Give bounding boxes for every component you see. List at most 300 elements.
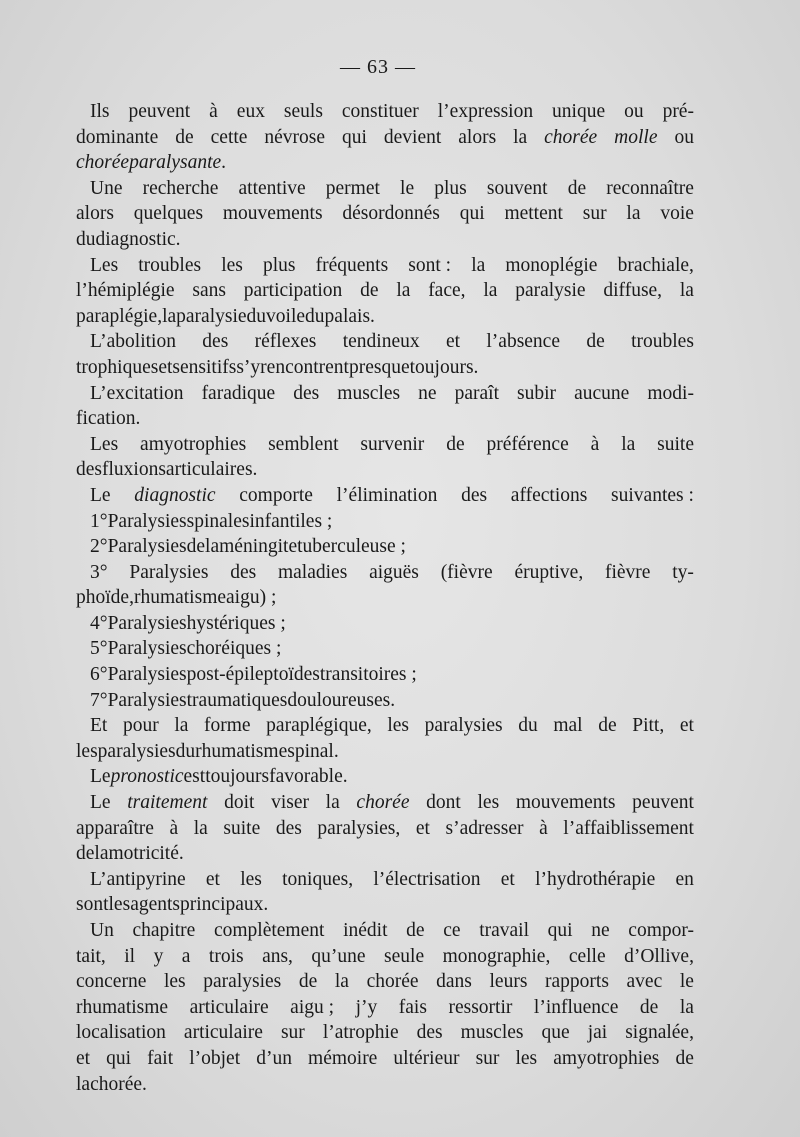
word: Ils bbox=[90, 101, 110, 122]
word: y bbox=[153, 945, 164, 967]
word: reconnaître bbox=[606, 177, 694, 199]
text-line bbox=[76, 406, 694, 432]
text-line bbox=[76, 585, 694, 611]
word: Paralysies bbox=[107, 664, 187, 686]
word: les bbox=[515, 1047, 538, 1069]
word: Paralysies bbox=[107, 612, 187, 634]
word: faradique bbox=[201, 382, 276, 404]
text-line bbox=[76, 534, 694, 560]
text-line bbox=[76, 764, 694, 790]
word: la bbox=[626, 203, 641, 225]
word: rencontrent bbox=[260, 356, 349, 378]
word: articulaire bbox=[183, 1022, 263, 1044]
word: compor- bbox=[628, 920, 694, 941]
word: ou bbox=[674, 126, 694, 148]
word: signalée, bbox=[625, 1022, 694, 1044]
word: quelques bbox=[133, 203, 204, 225]
word: brachiale, bbox=[617, 254, 694, 276]
word: sur bbox=[475, 1047, 500, 1069]
word: celle bbox=[568, 945, 606, 967]
word: travail bbox=[479, 920, 529, 941]
word: mémoire bbox=[308, 1047, 378, 1069]
word: des bbox=[461, 484, 488, 506]
word: de bbox=[186, 536, 206, 558]
word: mouvements bbox=[515, 792, 616, 814]
word: aigu ; bbox=[290, 996, 335, 1018]
word: j’y bbox=[355, 996, 378, 1018]
word: L’antipyrine bbox=[90, 868, 186, 890]
text-line bbox=[76, 304, 694, 330]
word: la bbox=[396, 280, 411, 302]
word: inédit bbox=[343, 920, 388, 941]
text-line bbox=[76, 969, 694, 995]
word: l’électrisation bbox=[373, 868, 481, 890]
word: ty- bbox=[672, 561, 694, 583]
text-line bbox=[76, 1046, 694, 1072]
word: doit bbox=[224, 792, 255, 814]
word: 3° bbox=[90, 561, 108, 583]
word: à bbox=[539, 817, 548, 839]
word: la bbox=[174, 715, 189, 737]
word: l’hydrothérapie bbox=[535, 868, 656, 890]
word: plus bbox=[434, 177, 467, 199]
word: chorée bbox=[544, 126, 598, 148]
word: fait bbox=[147, 1047, 174, 1069]
word: suivantes : bbox=[611, 484, 694, 506]
word: paralysies bbox=[97, 740, 176, 762]
word: eux bbox=[236, 101, 265, 122]
word: ou bbox=[624, 101, 644, 122]
word: qu’une bbox=[311, 945, 366, 967]
text-line bbox=[76, 790, 694, 816]
word: modi- bbox=[647, 382, 694, 404]
word: la bbox=[162, 305, 177, 327]
word: l’hémiplégie bbox=[76, 280, 175, 302]
word: des bbox=[293, 382, 320, 404]
word: seule bbox=[384, 945, 425, 967]
text-line bbox=[76, 227, 694, 253]
text-line bbox=[76, 253, 694, 279]
word: paraplégique, bbox=[266, 715, 372, 737]
word: pour bbox=[122, 715, 159, 737]
text-line bbox=[76, 1072, 694, 1098]
word: la bbox=[483, 280, 498, 302]
text-line bbox=[76, 918, 694, 944]
word: du bbox=[246, 305, 267, 327]
word: presque bbox=[348, 356, 410, 378]
word: ressortir bbox=[448, 996, 513, 1018]
word: Le bbox=[90, 792, 111, 814]
word: jai bbox=[587, 1022, 608, 1044]
word: alors bbox=[458, 126, 497, 148]
word: participation bbox=[243, 280, 343, 302]
word: toujours. bbox=[409, 356, 479, 378]
word: la bbox=[193, 817, 208, 839]
word: et bbox=[76, 1047, 91, 1069]
word: diffuse, bbox=[603, 280, 663, 302]
word: l’absence bbox=[486, 331, 560, 353]
word: muscles bbox=[460, 1022, 524, 1044]
word: seuls bbox=[283, 101, 323, 122]
word: ne bbox=[418, 382, 437, 404]
word: des bbox=[202, 331, 229, 353]
text-line bbox=[76, 739, 694, 765]
word: maladies bbox=[277, 561, 348, 583]
word: unique bbox=[552, 101, 606, 122]
word: amyotrophies bbox=[553, 1047, 660, 1069]
word: et bbox=[679, 715, 694, 737]
word: la bbox=[679, 280, 694, 302]
word: et bbox=[445, 331, 461, 353]
word: l’expression bbox=[437, 101, 534, 122]
text-line bbox=[76, 841, 694, 867]
word: de bbox=[567, 177, 587, 199]
word: mouvements bbox=[222, 203, 323, 225]
word: la bbox=[471, 254, 486, 276]
word: constituer bbox=[341, 101, 419, 122]
word: paraplégie, bbox=[76, 305, 163, 327]
word: complètement bbox=[213, 920, 325, 941]
word: l’atrophie bbox=[322, 1022, 399, 1044]
word: réflexes bbox=[254, 331, 317, 353]
word: la bbox=[325, 792, 340, 814]
word: Pitt, bbox=[632, 715, 665, 737]
word: de bbox=[360, 280, 379, 302]
word: L’excitation bbox=[90, 382, 184, 404]
word: sensitifs bbox=[172, 356, 237, 378]
word: préférence bbox=[486, 433, 569, 455]
word: agents bbox=[130, 894, 181, 916]
word: favorable. bbox=[269, 766, 348, 788]
word: voile bbox=[266, 305, 306, 327]
word: subir bbox=[517, 382, 557, 404]
text-line bbox=[76, 483, 694, 509]
text-line bbox=[76, 816, 694, 842]
word: la bbox=[94, 843, 109, 865]
word: fluxions bbox=[102, 459, 166, 481]
word: Paralysies bbox=[107, 689, 187, 711]
word: la bbox=[205, 536, 220, 558]
text-line bbox=[76, 125, 694, 151]
word: du bbox=[175, 740, 196, 762]
word: affections bbox=[510, 484, 588, 506]
word: forme bbox=[204, 715, 251, 737]
word: survenir bbox=[360, 433, 425, 455]
word: de bbox=[675, 1047, 694, 1069]
word: en bbox=[675, 868, 694, 890]
text-line bbox=[76, 278, 694, 304]
word: leurs bbox=[489, 971, 528, 993]
word: des bbox=[230, 561, 257, 583]
word: et bbox=[158, 356, 173, 378]
word: monoplégie bbox=[505, 254, 598, 276]
word: la bbox=[513, 126, 528, 148]
word: infantiles ; bbox=[249, 510, 333, 532]
word: plus bbox=[262, 254, 296, 276]
word: mettent bbox=[504, 203, 563, 225]
word: 7° bbox=[90, 689, 108, 711]
word: rhumatisme bbox=[195, 740, 288, 762]
word: les bbox=[108, 894, 131, 916]
word: chorée bbox=[76, 152, 130, 174]
word: chorée bbox=[366, 971, 419, 993]
word: qui bbox=[459, 203, 485, 225]
word: l’objet bbox=[189, 1047, 241, 1069]
word: aiguës bbox=[369, 561, 419, 583]
word: post-épileptoïdes bbox=[186, 664, 320, 686]
word: paralysie bbox=[515, 280, 586, 302]
word: diagnostic bbox=[134, 484, 216, 506]
word: il bbox=[124, 945, 136, 967]
word: de bbox=[586, 331, 605, 353]
word: 5° bbox=[90, 638, 108, 660]
word: devient bbox=[383, 126, 442, 148]
word: ce bbox=[443, 920, 461, 941]
word: méningite bbox=[219, 536, 298, 558]
word: et bbox=[205, 868, 220, 890]
word: douloureuses. bbox=[287, 689, 396, 711]
word: monographie, bbox=[442, 945, 551, 967]
word: de bbox=[175, 126, 194, 148]
word: l’influence bbox=[533, 996, 619, 1018]
word: spinal. bbox=[287, 740, 339, 762]
word: fication. bbox=[76, 408, 141, 430]
text-line bbox=[76, 381, 694, 407]
word: ans, bbox=[262, 945, 293, 967]
word: a bbox=[181, 945, 191, 967]
word: suite bbox=[223, 817, 261, 839]
word: avec bbox=[626, 971, 663, 993]
word: de bbox=[446, 433, 465, 455]
word: hystériques ; bbox=[186, 612, 286, 634]
word: l’élimination bbox=[336, 484, 438, 506]
word: paralysies bbox=[203, 971, 282, 993]
text-line bbox=[76, 329, 694, 355]
word: sans bbox=[192, 280, 226, 302]
word: dans bbox=[436, 971, 472, 993]
word: d’un bbox=[256, 1047, 292, 1069]
word: de bbox=[298, 971, 318, 993]
word: Le bbox=[90, 766, 111, 788]
word: traitement bbox=[127, 792, 208, 814]
word: paralysante bbox=[129, 152, 222, 174]
word: permet bbox=[325, 177, 380, 199]
word: spinales bbox=[186, 510, 250, 532]
word: la bbox=[76, 1073, 91, 1095]
text-line bbox=[76, 150, 694, 176]
word: dominante bbox=[76, 126, 159, 148]
word: . bbox=[221, 152, 227, 174]
page-number: — 63 — bbox=[340, 56, 416, 78]
word: névrose bbox=[264, 126, 326, 148]
word: Paralysies bbox=[107, 638, 187, 660]
word: motricité. bbox=[108, 843, 184, 865]
word: voie bbox=[660, 203, 694, 225]
word: semblent bbox=[268, 433, 339, 455]
word: sur bbox=[582, 203, 607, 225]
word: comporte bbox=[239, 484, 313, 506]
word: les bbox=[163, 971, 186, 993]
word: la bbox=[334, 971, 349, 993]
word: sont : bbox=[408, 254, 452, 276]
word: trophiques bbox=[76, 356, 159, 378]
text-line bbox=[76, 99, 694, 125]
word: dont bbox=[426, 792, 461, 814]
word: ultérieur bbox=[393, 1047, 460, 1069]
word: l’affaiblissement bbox=[563, 817, 694, 839]
word: mal bbox=[553, 715, 583, 737]
word: tait, bbox=[76, 945, 106, 967]
word: pronostic bbox=[110, 766, 184, 788]
word: paraît bbox=[454, 382, 499, 404]
word: désordonnés bbox=[342, 203, 440, 225]
text-line bbox=[76, 1020, 694, 1046]
word: sont bbox=[76, 894, 109, 916]
word: 1° bbox=[90, 510, 108, 532]
text-line bbox=[76, 995, 694, 1021]
text-line bbox=[76, 560, 694, 586]
text-line bbox=[76, 176, 694, 202]
word: suite bbox=[657, 433, 694, 455]
word: 4° bbox=[90, 612, 108, 634]
word: articulaires. bbox=[165, 459, 258, 481]
word: rapports bbox=[545, 971, 609, 993]
word: de bbox=[406, 920, 425, 941]
word: muscles bbox=[337, 382, 401, 404]
word: fais bbox=[398, 996, 427, 1018]
word: viser bbox=[271, 792, 309, 814]
word: les bbox=[477, 792, 500, 814]
word: la bbox=[679, 996, 694, 1018]
word: molle bbox=[614, 126, 658, 148]
word: les bbox=[387, 715, 410, 737]
word: qui bbox=[106, 1047, 132, 1069]
word: et bbox=[500, 868, 515, 890]
word: cette bbox=[210, 126, 248, 148]
word: articulaire bbox=[189, 996, 269, 1018]
word: du bbox=[76, 228, 96, 250]
word: Le bbox=[90, 484, 111, 506]
word: choréiques ; bbox=[186, 638, 282, 660]
word: troubles bbox=[631, 331, 694, 353]
word: tendineux bbox=[342, 331, 420, 353]
word: des bbox=[275, 817, 302, 839]
word: aucune bbox=[574, 382, 630, 404]
word: peuvent bbox=[128, 101, 191, 122]
word: les bbox=[76, 740, 98, 762]
word: du bbox=[305, 305, 325, 327]
word: s’y bbox=[236, 356, 261, 378]
word: recherche bbox=[142, 177, 219, 199]
word: souvent bbox=[486, 177, 548, 199]
word: Et bbox=[90, 715, 108, 737]
word: que bbox=[541, 1022, 570, 1044]
word: concerne bbox=[76, 971, 147, 993]
word: d’Ollive, bbox=[624, 945, 694, 967]
word: ne bbox=[591, 920, 610, 941]
word: aigu) ; bbox=[226, 587, 277, 609]
word: phoïde, bbox=[76, 587, 134, 609]
word: (fièvre bbox=[440, 561, 493, 583]
word: traumatiques bbox=[186, 689, 288, 711]
word: Les bbox=[90, 433, 119, 455]
text-line bbox=[76, 713, 694, 739]
word: troubles bbox=[138, 254, 202, 276]
body-text bbox=[76, 99, 694, 1097]
word: tuberculeuse ; bbox=[297, 536, 406, 558]
word: s’adresser bbox=[445, 817, 524, 839]
word: des bbox=[76, 459, 102, 481]
text-line bbox=[76, 867, 694, 893]
word: de bbox=[639, 996, 659, 1018]
word: le bbox=[400, 177, 415, 199]
word: Les bbox=[90, 254, 119, 276]
word: fièvre bbox=[604, 561, 651, 583]
word: peuvent bbox=[632, 792, 694, 814]
word: toniques, bbox=[282, 868, 354, 890]
word: paralysie bbox=[176, 305, 247, 327]
word: 6° bbox=[90, 664, 108, 686]
word: des bbox=[416, 1022, 443, 1044]
text-line bbox=[76, 688, 694, 714]
word: Paralysies bbox=[107, 536, 187, 558]
word: L’abolition bbox=[90, 331, 176, 353]
text-line bbox=[76, 509, 694, 535]
word: transitoires ; bbox=[319, 664, 417, 686]
word: éruptive, bbox=[514, 561, 584, 583]
text-line bbox=[76, 636, 694, 662]
word: Paralysies bbox=[129, 561, 209, 583]
word: paralysies bbox=[424, 715, 503, 737]
text-line bbox=[76, 432, 694, 458]
word: apparaître bbox=[76, 817, 154, 839]
word: paralysies, bbox=[317, 817, 401, 839]
word: diagnostic. bbox=[95, 228, 181, 250]
word: pré- bbox=[662, 101, 694, 122]
word: qui bbox=[342, 126, 367, 148]
word: amyotrophies bbox=[140, 433, 247, 455]
word: attentive bbox=[238, 177, 306, 199]
word: Paralysies bbox=[107, 510, 187, 532]
word: de bbox=[598, 715, 617, 737]
text-line bbox=[76, 611, 694, 637]
word: les bbox=[240, 868, 262, 890]
word: 2° bbox=[90, 536, 108, 558]
word: est bbox=[183, 766, 206, 788]
word: à bbox=[590, 433, 600, 455]
word: sur bbox=[280, 1022, 305, 1044]
word: et bbox=[415, 817, 430, 839]
word: alors bbox=[76, 203, 114, 225]
word: fréquents bbox=[315, 254, 389, 276]
word: qui bbox=[547, 920, 573, 941]
word: à bbox=[169, 817, 179, 839]
word: à bbox=[209, 101, 218, 122]
word: principaux. bbox=[180, 894, 269, 916]
word: face, bbox=[428, 280, 466, 302]
word: localisation bbox=[76, 1022, 166, 1044]
text-line bbox=[76, 457, 694, 483]
text-line bbox=[76, 355, 694, 381]
word: chapitre bbox=[132, 920, 196, 941]
word: palais. bbox=[324, 305, 375, 327]
word: toujours bbox=[205, 766, 270, 788]
word: du bbox=[518, 715, 538, 737]
word: Un bbox=[90, 920, 114, 941]
word: la bbox=[621, 433, 636, 455]
word: chorée bbox=[356, 792, 410, 814]
word: Une bbox=[90, 177, 123, 199]
